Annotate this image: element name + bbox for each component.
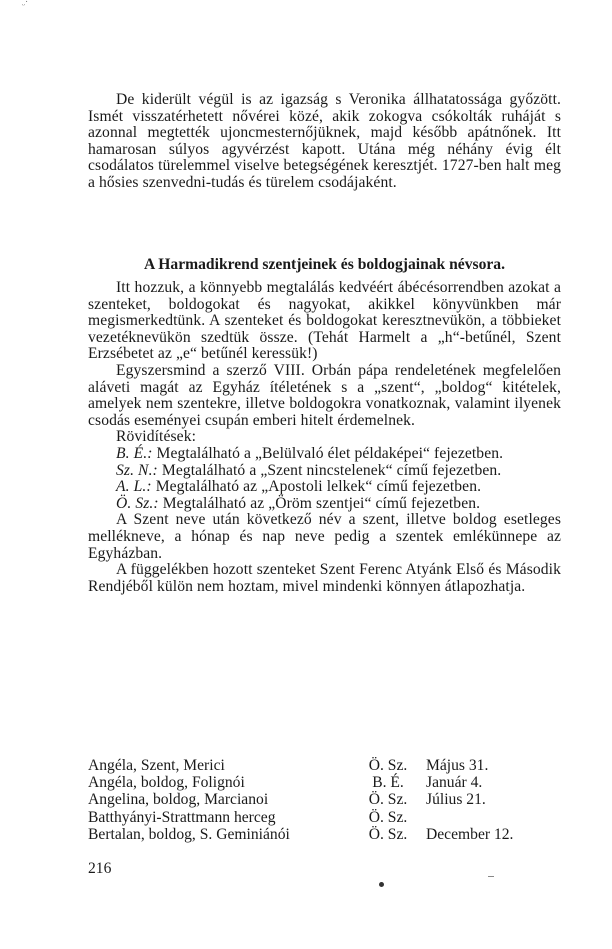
abbreviation-key: Sz. N.: (116, 461, 158, 479)
abbreviation-item (88, 479, 561, 496)
abbreviation-key: Ö. Sz.: (116, 494, 159, 512)
saint-name: Angelina, boldog, Marcianoi (88, 791, 269, 809)
abbreviation-text: Megtalálható a „Szent nincstelenek“ című fejezetben. (161, 461, 502, 479)
saint-name: Angéla, boldog, Folignói (88, 774, 245, 792)
list-item (88, 826, 561, 843)
abbreviation-item (88, 463, 561, 480)
saint-feast-date: Május 31. (426, 757, 489, 774)
saint-source: Ö. Sz. (368, 757, 408, 774)
saints-list (88, 757, 561, 843)
saint-name: Bertalan, boldog, S. Geminiánói (88, 825, 290, 843)
disclaimer-paragraph: Egyszersmind a szerző VIII. Orbán pápa rendeletének megfelelően aláveti magát az Egyház ítéletének s a „szent“, „boldog“ kitételek, amelyek nem szentekre, illetve boldogokra vonatkoznak, valamint ilyenek csodás eseményei csupán emberi hitelt érdemelnek. (88, 361, 561, 429)
ink-dot-icon (379, 882, 384, 887)
saint-name: Batthyányi-Strattmann herceg (88, 808, 276, 826)
abbreviation-text: Megtalálható az „Öröm szentjei“ című fejezetben. (162, 494, 481, 512)
list-item (88, 791, 561, 808)
section-body (88, 280, 561, 595)
saint-source: B. É. (372, 774, 404, 792)
saint-feast-date: Január 4. (426, 774, 483, 792)
intro-paragraph: De kiderült végül is az igazság s Veronika állhatatossága győzött. Ismét visszatérhetett nővérei közé, akik zokogva csókolták ruháját s azonnal megtették ujoncmesternőjüknek, majd később apátnőnek. Itt hamarosan súlyos agyvérzést kapott. Utána még néhány évig élt csodálatos türelemmel viselve betegségének keresztjét. 1727-ben halt meg a hősies szenvedni-tudás és türelem csodájaként. (88, 91, 561, 191)
corner-smudge-icon: ᵕ˙ (22, 0, 29, 11)
abbreviation-item (88, 446, 561, 463)
page-number: 216 (88, 860, 112, 877)
saint-feast-date: December 12. (426, 825, 514, 843)
ink-dash-icon (488, 876, 494, 877)
saint-source: Ö. Sz. (368, 791, 408, 809)
explanation-paragraph: Itt hozzuk, a könnyebb megtalálás kedvéért ábécésorrendben azokat a szenteket, boldogokat és nagyokat, akikkel könyvünkben már megismerkedtünk. A szenteket és boldogokat keresztnevükön, a többieket vezetéknevükön szedtük össze. (Tehát Harmelt a „h“-betűnél, Szent Erzsébetet az „e“ betűnél keressük!) (88, 279, 561, 363)
naming-note-paragraph: A Szent neve után következő név a szent, illetve boldog esetleges mellékneve, a hónap és nap neve pedig a szentek emlékünnepe az Egyházban. (88, 511, 561, 562)
abbreviation-text: Megtalálható a „Belülvaló élet példaképei“ fejezetben. (156, 444, 504, 462)
saint-feast-date: Július 21. (426, 791, 486, 809)
appendix-note-paragraph: A függelékben hozott szenteket Szent Ferenc Atyánk Első és Második Rendjéből külön nem hoztam, mivel mindenki könnyen átlapozhatja. (88, 561, 561, 595)
list-item (88, 809, 561, 826)
saint-feast-date (426, 809, 561, 826)
abbreviation-text: Megtalálható az „Apostoli lelkek“ című fejezetben. (155, 478, 482, 496)
abbreviation-item (88, 496, 561, 513)
saint-name: Angéla, Szent, Merici (88, 757, 225, 774)
abbreviation-key: A. L.: (116, 478, 152, 496)
abbreviations-title: Rövidítések: (116, 428, 197, 446)
list-item (88, 774, 561, 791)
list-item (88, 757, 561, 774)
abbreviation-key: B. É.: (116, 444, 153, 462)
saint-source: Ö. Sz. (368, 808, 408, 826)
saint-source: Ö. Sz. (368, 825, 408, 843)
section-heading: A Harmadikrend szentjeinek és boldogjainak névsora. (144, 256, 505, 273)
